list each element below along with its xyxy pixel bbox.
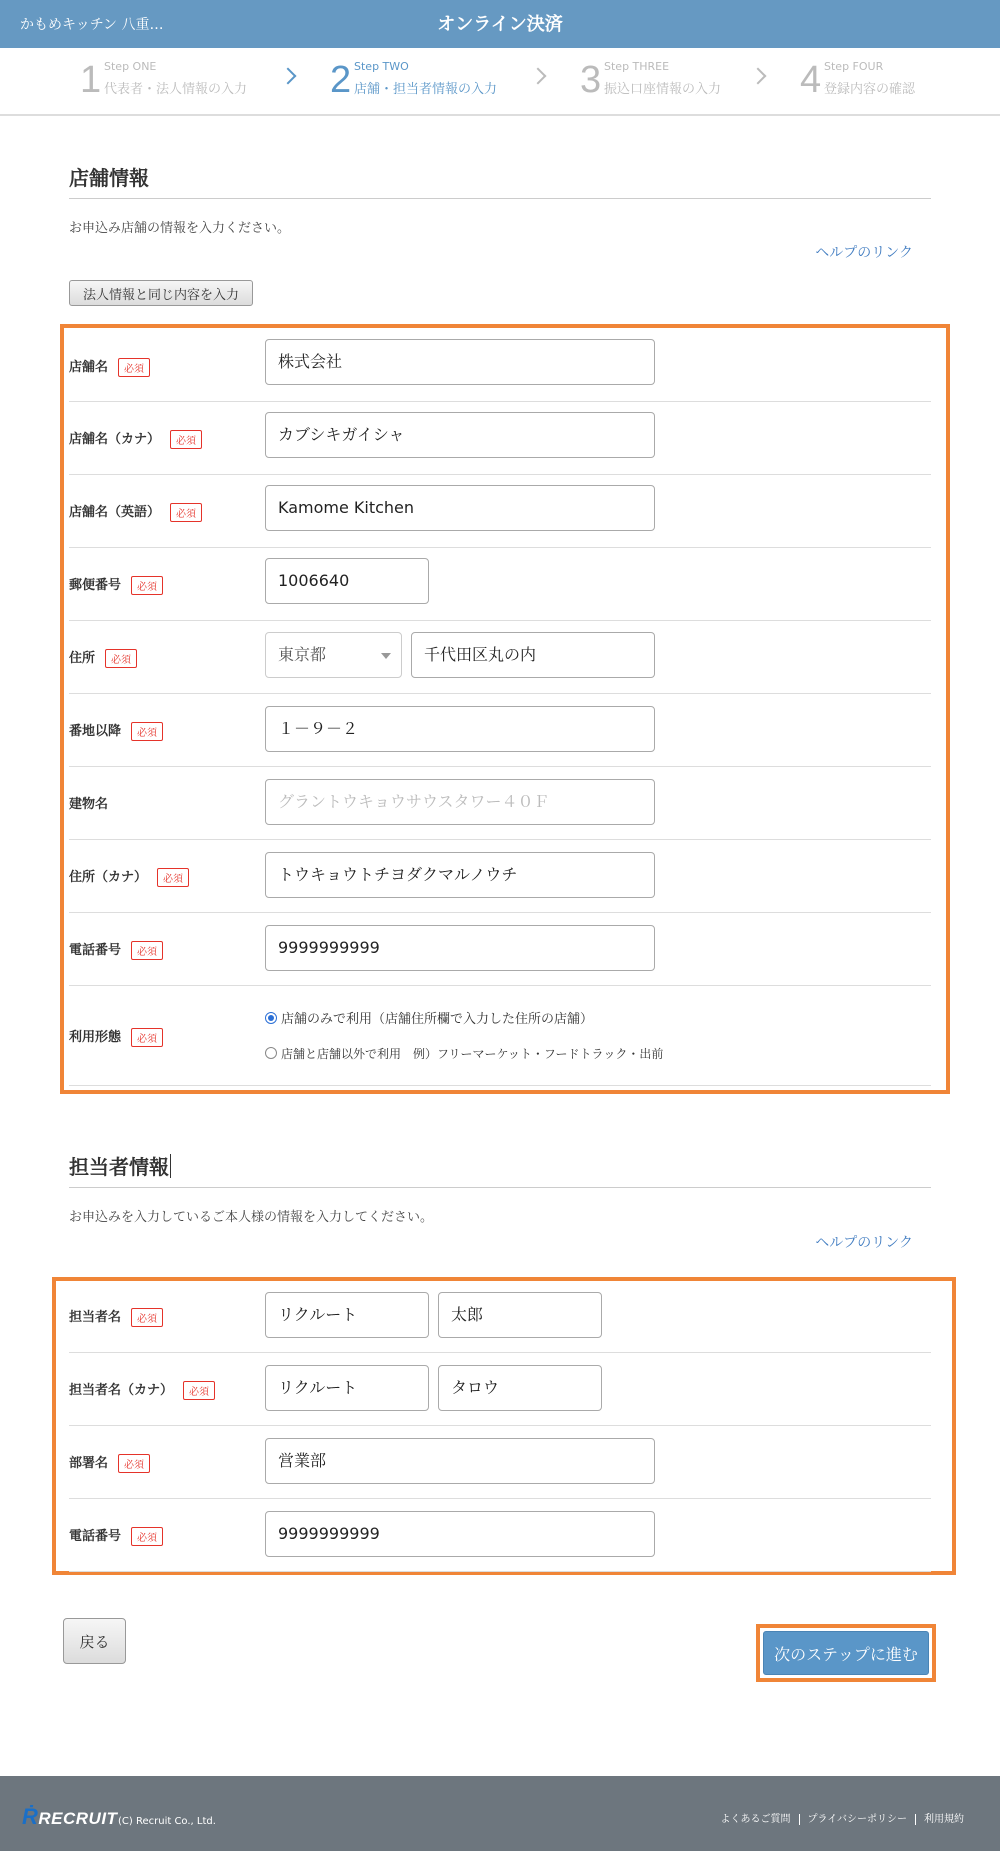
contact-last-name-input[interactable]: リクルート — [265, 1292, 429, 1338]
footer-link-terms[interactable]: 利用規約 — [915, 1814, 972, 1825]
field-label: 担当者名（カナ） 必須 — [69, 1379, 215, 1400]
row-address — [69, 621, 931, 694]
copyright: (C) Recruit Co., Ltd. — [118, 1816, 216, 1827]
address-input[interactable]: 千代田区丸の内 — [411, 632, 655, 678]
step-label: 店舗・担当者情報の入力 — [354, 82, 498, 97]
required-badge: 必須 — [131, 1527, 163, 1546]
building-input[interactable]: グラントウキョウサウスタワー４０Ｆ — [265, 779, 655, 825]
shop-help-link[interactable]: ヘルプのリンク — [815, 245, 913, 261]
row-department — [69, 1426, 931, 1499]
row-postal — [69, 548, 931, 621]
step-label: 登録内容の確認 — [824, 82, 916, 97]
usage-option-store-and-other[interactable] — [265, 1045, 663, 1062]
row-contact-name — [69, 1280, 931, 1353]
postal-code-input[interactable]: 1006640 — [265, 558, 429, 604]
street-input[interactable]: １－９－２ — [265, 706, 655, 752]
contact-section-title: 担当者情報 — [69, 1155, 169, 1179]
highlight-next-button — [756, 1624, 936, 1682]
required-badge: 必須 — [118, 358, 150, 377]
caret-down-icon — [381, 653, 391, 659]
app-header — [0, 0, 1000, 48]
shop-name-en-input[interactable]: Kamome Kitchen — [265, 485, 655, 531]
field-label: 電話番号 必須 — [69, 939, 163, 960]
department-input[interactable]: 営業部 — [265, 1438, 655, 1484]
required-badge: 必須 — [170, 430, 202, 449]
step-progress — [0, 48, 1000, 116]
step-sub: Step FOUR — [824, 60, 884, 73]
field-label: 店舗名（英語） 必須 — [69, 501, 202, 522]
field-label: 建物名 — [69, 797, 109, 812]
step-label: 代表者・法人情報の入力 — [104, 82, 248, 97]
address-kana-input[interactable]: トウキョウトチヨダクマルノウチ — [265, 852, 655, 898]
required-badge: 必須 — [118, 1454, 150, 1473]
step-number: 3 — [580, 59, 602, 101]
prefecture-value: 東京都 — [278, 645, 327, 664]
divider — [69, 1187, 931, 1188]
chevron-right-icon — [750, 68, 767, 85]
row-address-kana — [69, 840, 931, 913]
footer-links — [713, 1810, 973, 1825]
copy-corporate-info-button[interactable]: 法人情報と同じ内容を入力 — [69, 280, 253, 306]
step-label: 振込口座情報の入力 — [604, 82, 722, 97]
field-label: 住所（カナ） 必須 — [69, 866, 189, 887]
row-shop-name-en — [69, 475, 931, 548]
shop-section-desc: お申込み店舗の情報を入力ください。 — [69, 221, 291, 236]
row-contact-phone — [69, 1499, 931, 1572]
contact-first-name-kana-input[interactable]: タロウ — [438, 1365, 602, 1411]
step-sub: Step ONE — [104, 60, 157, 73]
field-label: 利用形態 必須 — [69, 1026, 163, 1047]
shop-name: かもめキッチン 八重… — [20, 17, 164, 33]
shop-phone-input[interactable]: 9999999999 — [265, 925, 655, 971]
field-label: 番地以降 必須 — [69, 720, 163, 741]
shop-name-kana-input[interactable]: カブシキガイシャ — [265, 412, 655, 458]
row-shop-name-kana — [69, 402, 931, 475]
shop-section-title: 店舗情報 — [69, 166, 149, 190]
back-button[interactable]: 戻る — [63, 1618, 126, 1664]
required-badge: 必須 — [183, 1381, 215, 1400]
step-sub: Step TWO — [354, 60, 409, 73]
footer-link-faq[interactable]: よくあるご質問 — [720, 1814, 791, 1825]
page-title: オンライン決済 — [437, 14, 563, 35]
chevron-right-icon — [530, 68, 547, 85]
required-badge: 必須 — [170, 503, 202, 522]
required-badge: 必須 — [131, 1028, 163, 1047]
row-usage — [69, 986, 931, 1086]
usage-option-store-only[interactable] — [265, 1008, 593, 1027]
field-label: 郵便番号 必須 — [69, 574, 163, 595]
contact-last-name-kana-input[interactable]: リクルート — [265, 1365, 429, 1411]
recruit-logo: ṘRECRUIT — [22, 1804, 118, 1829]
logo-mark-icon: Ṙ — [22, 1804, 39, 1829]
required-badge: 必須 — [157, 868, 189, 887]
required-badge: 必須 — [105, 649, 137, 668]
radio-label: 店舗のみで利用（店舗住所欄で入力した住所の店舗） — [281, 1012, 594, 1027]
radio-icon[interactable] — [265, 1047, 277, 1059]
row-contact-name-kana — [69, 1353, 931, 1426]
step-sub: Step THREE — [604, 60, 670, 73]
required-badge: 必須 — [131, 941, 163, 960]
step-number: 4 — [800, 59, 822, 101]
step-number: 1 — [80, 59, 102, 101]
row-phone — [69, 913, 931, 986]
chevron-right-icon — [280, 68, 297, 85]
step-number: 2 — [330, 59, 352, 101]
field-label: 電話番号 必須 — [69, 1525, 163, 1546]
footer-link-privacy[interactable]: プライバシーポリシー — [799, 1814, 916, 1825]
footer — [0, 1776, 1000, 1851]
field-label: 担当者名 必須 — [69, 1306, 163, 1327]
radio-selected-icon[interactable] — [265, 1012, 277, 1024]
contact-first-name-input[interactable]: 太郎 — [438, 1292, 602, 1338]
contact-section-desc: お申込みを入力しているご本人様の情報を入力してください。 — [69, 1210, 434, 1225]
required-badge: 必須 — [131, 576, 163, 595]
next-step-button[interactable]: 次のステップに進む — [763, 1631, 929, 1675]
row-building — [69, 767, 931, 840]
contact-phone-input[interactable]: 9999999999 — [265, 1511, 655, 1557]
field-label: 店舗名 必須 — [69, 356, 150, 377]
field-label: 部署名 必須 — [69, 1452, 150, 1473]
divider — [69, 198, 931, 199]
radio-label: 店舗と店舗以外で利用 例）フリーマーケット・フードトラック・出前 — [281, 1047, 664, 1061]
prefecture-select[interactable] — [265, 632, 402, 678]
row-shop-name — [69, 330, 931, 402]
shop-name-input[interactable]: 株式会社 — [265, 339, 655, 385]
field-label: 住所 必須 — [69, 647, 137, 668]
contact-help-link[interactable]: ヘルプのリンク — [815, 1235, 913, 1251]
text-cursor — [170, 1154, 171, 1178]
row-street — [69, 694, 931, 767]
field-label: 店舗名（カナ） 必須 — [69, 428, 202, 449]
required-badge: 必須 — [131, 1308, 163, 1327]
required-badge: 必須 — [131, 722, 163, 741]
